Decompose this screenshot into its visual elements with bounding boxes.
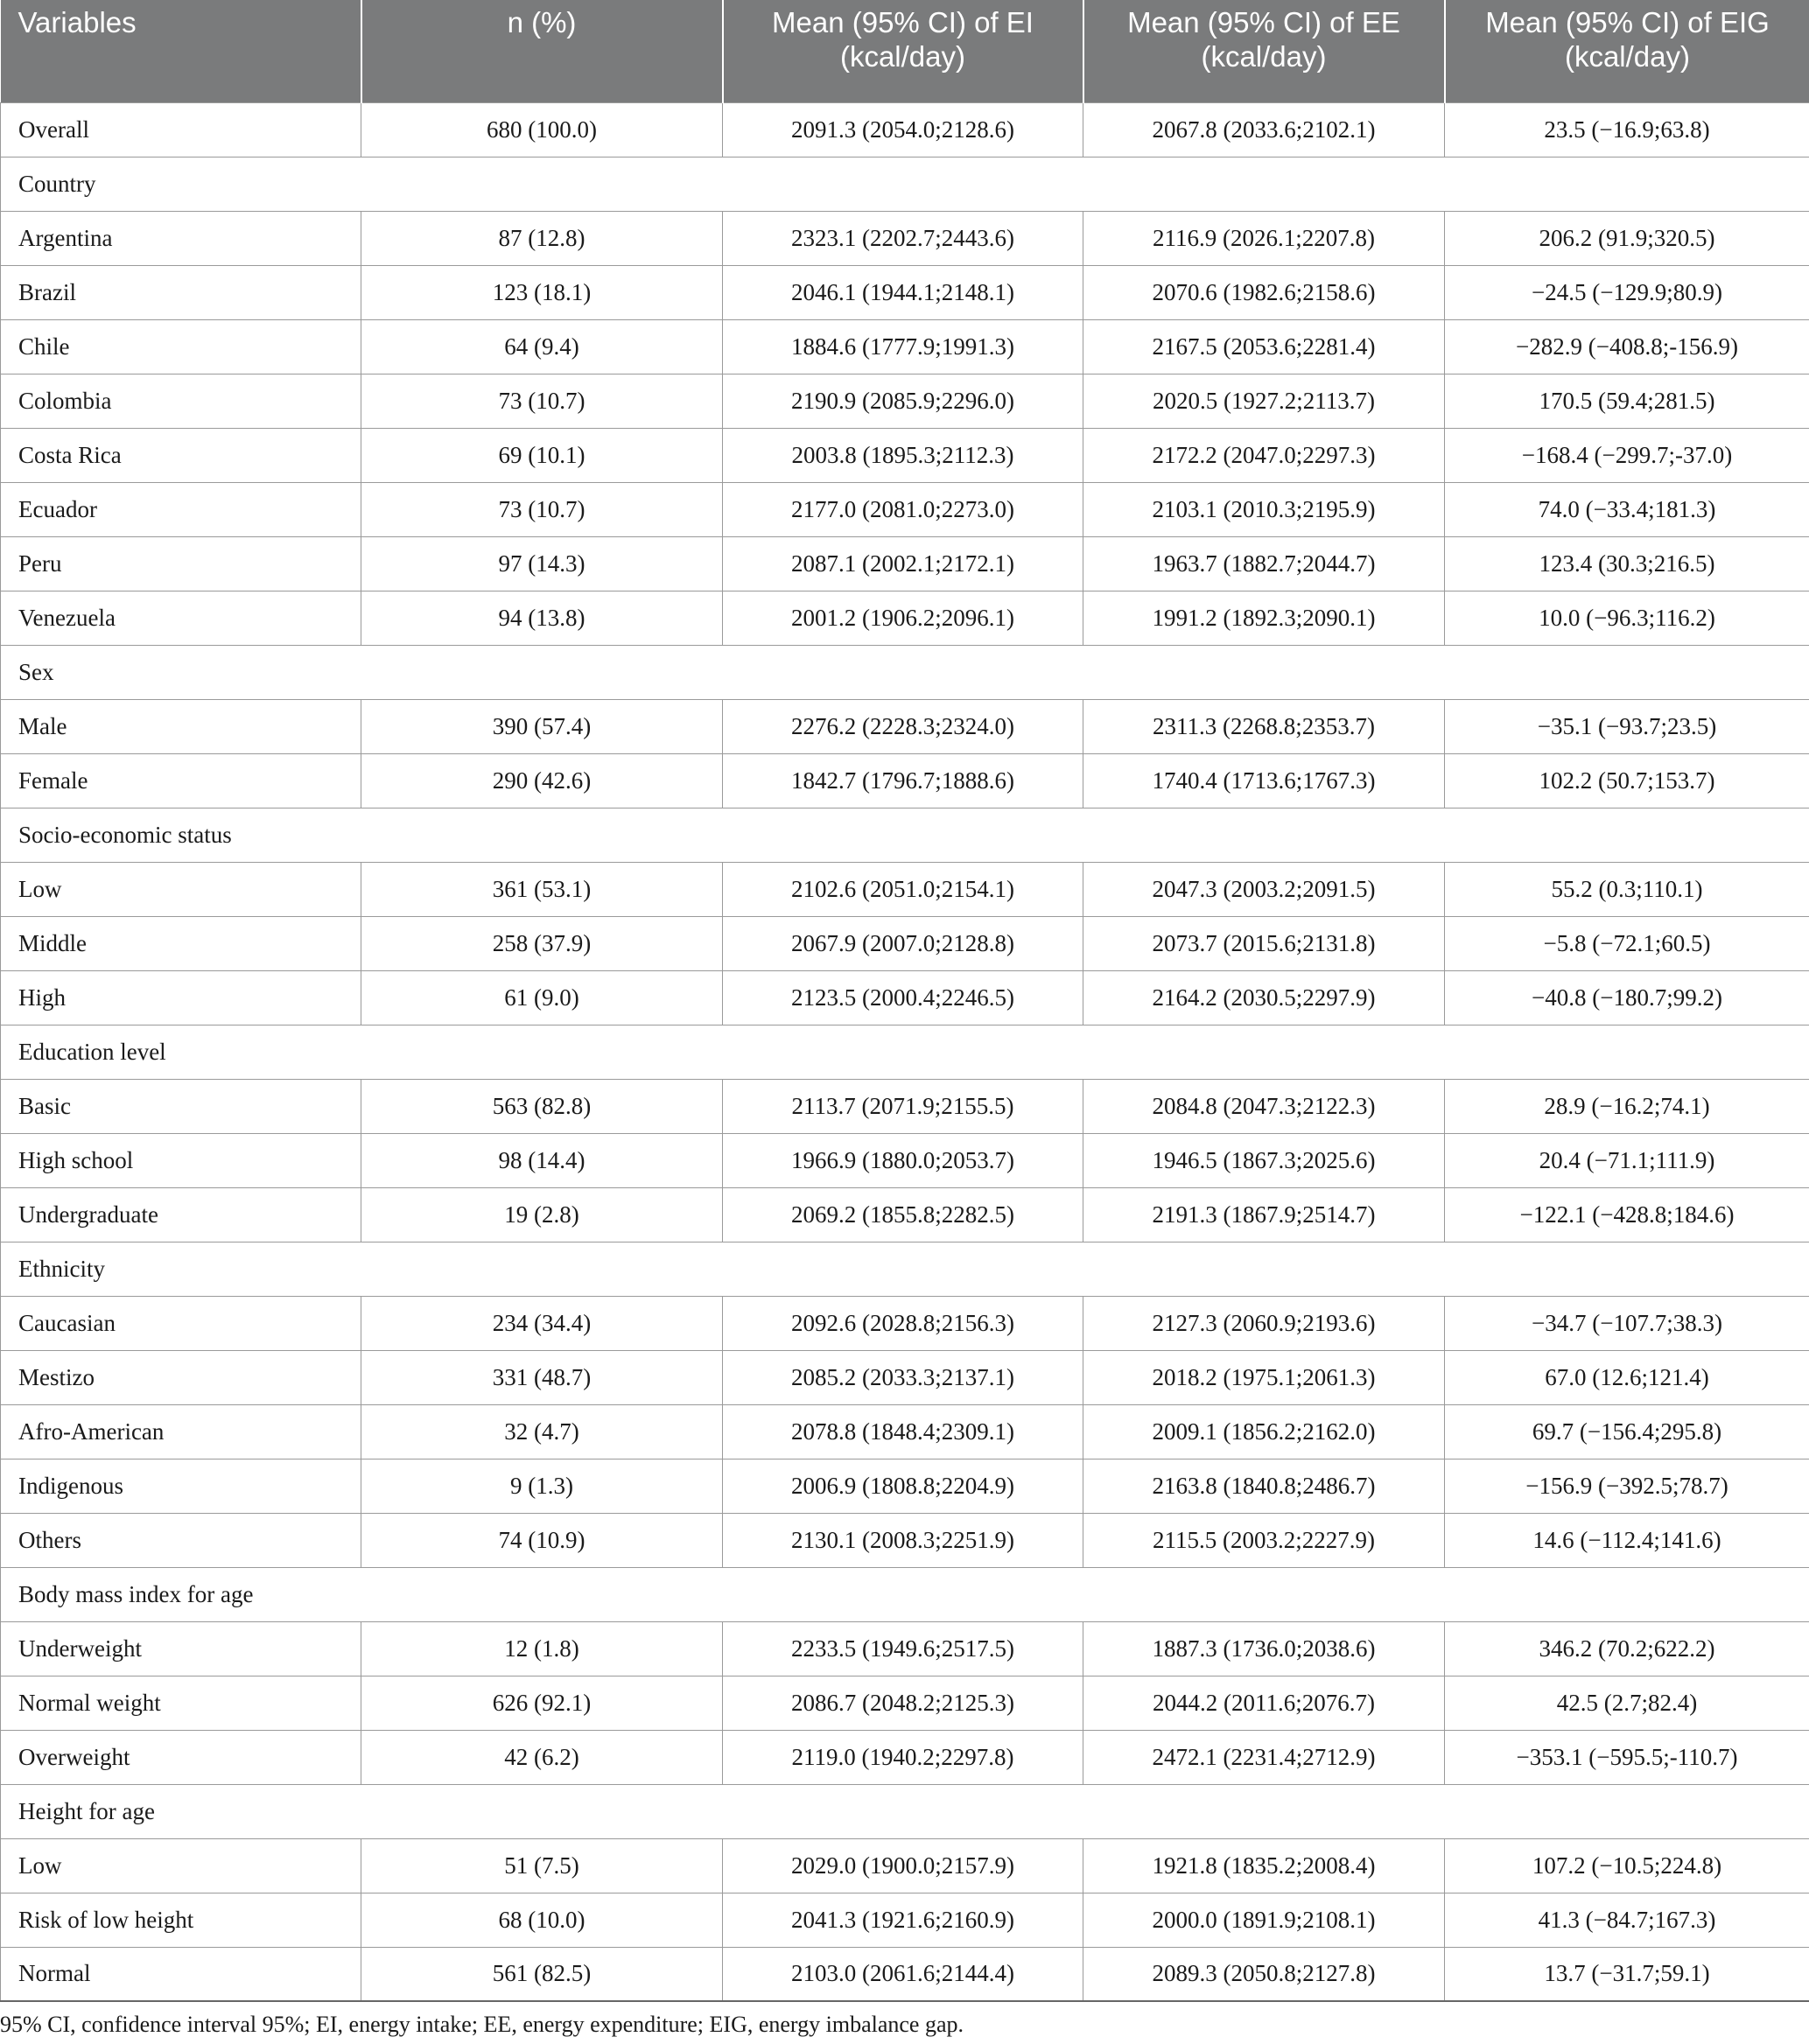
- n-percent-cell: 234 (34.4): [361, 1296, 723, 1350]
- table-row: [1, 428, 1809, 482]
- table-row: [1, 1079, 1809, 1133]
- ei-cell: 2190.9 (2085.9;2296.0): [723, 374, 1083, 428]
- n-percent-cell: 32 (4.7): [361, 1404, 723, 1459]
- n-percent-cell: 61 (9.0): [361, 970, 723, 1025]
- n-percent-cell: 64 (9.4): [361, 319, 723, 374]
- eig-cell: 14.6 (−112.4;141.6): [1445, 1513, 1809, 1567]
- ee-cell: 2167.5 (2053.6;2281.4): [1083, 319, 1445, 374]
- variable-cell: Mestizo: [1, 1350, 361, 1404]
- ei-cell: 1966.9 (1880.0;2053.7): [723, 1133, 1083, 1187]
- ei-cell: 2119.0 (1940.2;2297.8): [723, 1730, 1083, 1784]
- variable-cell: Overweight: [1, 1730, 361, 1784]
- ei-cell: 2103.0 (2061.6;2144.4): [723, 1947, 1083, 2001]
- table-header: [1, 0, 1809, 102]
- ee-cell: 2020.5 (1927.2;2113.7): [1083, 374, 1445, 428]
- table-row: [1, 1296, 1809, 1350]
- eig-cell: 107.2 (−10.5;224.8): [1445, 1838, 1809, 1893]
- table-row: [1, 319, 1809, 374]
- variable-cell: Ecuador: [1, 482, 361, 536]
- variable-cell: Low: [1, 1838, 361, 1893]
- ee-cell: 2191.3 (1867.9;2514.7): [1083, 1187, 1445, 1242]
- table-row: [1, 1676, 1809, 1730]
- ee-cell: 2127.3 (2060.9;2193.6): [1083, 1296, 1445, 1350]
- ee-cell: 2116.9 (2026.1;2207.8): [1083, 211, 1445, 265]
- ee-cell: 2047.3 (2003.2;2091.5): [1083, 862, 1445, 916]
- n-percent-cell: 626 (92.1): [361, 1676, 723, 1730]
- table-row: [1, 1404, 1809, 1459]
- n-percent-cell: 69 (10.1): [361, 428, 723, 482]
- n-percent-cell: 258 (37.9): [361, 916, 723, 970]
- table-row: [1, 1730, 1809, 1784]
- table-row: [1, 916, 1809, 970]
- ee-cell: 1887.3 (1736.0;2038.6): [1083, 1621, 1445, 1676]
- n-percent-cell: 51 (7.5): [361, 1838, 723, 1893]
- eig-cell: 10.0 (−96.3;116.2): [1445, 591, 1809, 645]
- table-row: [1, 482, 1809, 536]
- ee-cell: 1946.5 (1867.3;2025.6): [1083, 1133, 1445, 1187]
- section-label: Ethnicity: [1, 1242, 1809, 1296]
- ee-cell: 2070.6 (1982.6;2158.6): [1083, 265, 1445, 319]
- eig-cell: −35.1 (−93.7;23.5): [1445, 699, 1809, 753]
- ee-cell: 2089.3 (2050.8;2127.8): [1083, 1947, 1445, 2001]
- eig-cell: −156.9 (−392.5;78.7): [1445, 1459, 1809, 1513]
- variable-cell: Argentina: [1, 211, 361, 265]
- ei-cell: 2113.7 (2071.9;2155.5): [723, 1079, 1083, 1133]
- variable-cell: Middle: [1, 916, 361, 970]
- variable-cell: Peru: [1, 536, 361, 591]
- ei-cell: 1884.6 (1777.9;1991.3): [723, 319, 1083, 374]
- table-row: [1, 862, 1809, 916]
- table-row: [1, 1621, 1809, 1676]
- eig-cell: 206.2 (91.9;320.5): [1445, 211, 1809, 265]
- variable-cell: Underweight: [1, 1621, 361, 1676]
- ei-cell: 1842.7 (1796.7;1888.6): [723, 753, 1083, 808]
- section-row: [1, 1242, 1809, 1296]
- n-percent-cell: 94 (13.8): [361, 591, 723, 645]
- variable-cell: Caucasian: [1, 1296, 361, 1350]
- ei-cell: 2102.6 (2051.0;2154.1): [723, 862, 1083, 916]
- n-percent-cell: 361 (53.1): [361, 862, 723, 916]
- table-row: [1, 1947, 1809, 2001]
- ee-cell: 2044.2 (2011.6;2076.7): [1083, 1676, 1445, 1730]
- variable-cell: Indigenous: [1, 1459, 361, 1513]
- variable-cell: High school: [1, 1133, 361, 1187]
- n-percent-cell: 68 (10.0): [361, 1893, 723, 1947]
- table-row: [1, 265, 1809, 319]
- ei-cell: 2078.8 (1848.4;2309.1): [723, 1404, 1083, 1459]
- table-row: [1, 1459, 1809, 1513]
- variable-cell: Colombia: [1, 374, 361, 428]
- ee-cell: 2311.3 (2268.8;2353.7): [1083, 699, 1445, 753]
- variable-cell: Male: [1, 699, 361, 753]
- section-row: [1, 645, 1809, 699]
- ee-cell: 2103.1 (2010.3;2195.9): [1083, 482, 1445, 536]
- n-percent-cell: 331 (48.7): [361, 1350, 723, 1404]
- ei-cell: 2092.6 (2028.8;2156.3): [723, 1296, 1083, 1350]
- header-n-percent: n (%): [361, 0, 723, 102]
- variable-cell: Basic: [1, 1079, 361, 1133]
- table-row: [1, 1133, 1809, 1187]
- section-row: [1, 1025, 1809, 1079]
- variable-cell: Costa Rica: [1, 428, 361, 482]
- eig-cell: 55.2 (0.3;110.1): [1445, 862, 1809, 916]
- eig-cell: −5.8 (−72.1;60.5): [1445, 916, 1809, 970]
- n-percent-cell: 123 (18.1): [361, 265, 723, 319]
- ei-cell: 2091.3 (2054.0;2128.6): [723, 102, 1083, 157]
- section-label: Education level: [1, 1025, 1809, 1079]
- n-percent-cell: 390 (57.4): [361, 699, 723, 753]
- ei-cell: 2067.9 (2007.0;2128.8): [723, 916, 1083, 970]
- ei-cell: 2086.7 (2048.2;2125.3): [723, 1676, 1083, 1730]
- ee-cell: 2067.8 (2033.6;2102.1): [1083, 102, 1445, 157]
- table-row: [1, 1187, 1809, 1242]
- n-percent-cell: 98 (14.4): [361, 1133, 723, 1187]
- eig-cell: −122.1 (−428.8;184.6): [1445, 1187, 1809, 1242]
- header-ei: Mean (95% CI) of EI (kcal/day): [723, 0, 1083, 102]
- section-label: Height for age: [1, 1784, 1809, 1838]
- n-percent-cell: 73 (10.7): [361, 482, 723, 536]
- section-label: Sex: [1, 645, 1809, 699]
- variable-cell: Normal: [1, 1947, 361, 2001]
- n-percent-cell: 42 (6.2): [361, 1730, 723, 1784]
- ee-cell: 1921.8 (1835.2;2008.4): [1083, 1838, 1445, 1893]
- table-row: [1, 1838, 1809, 1893]
- table-row: [1, 1513, 1809, 1567]
- header-ee: Mean (95% CI) of EE (kcal/day): [1083, 0, 1445, 102]
- section-row: [1, 1784, 1809, 1838]
- variable-cell: Others: [1, 1513, 361, 1567]
- eig-cell: 69.7 (−156.4;295.8): [1445, 1404, 1809, 1459]
- ee-cell: 2172.2 (2047.0;2297.3): [1083, 428, 1445, 482]
- section-label: Country: [1, 157, 1809, 211]
- section-row: [1, 808, 1809, 862]
- n-percent-cell: 74 (10.9): [361, 1513, 723, 1567]
- ei-cell: 2123.5 (2000.4;2246.5): [723, 970, 1083, 1025]
- ee-cell: 1740.4 (1713.6;1767.3): [1083, 753, 1445, 808]
- ee-cell: 2163.8 (1840.8;2486.7): [1083, 1459, 1445, 1513]
- ei-cell: 2130.1 (2008.3;2251.9): [723, 1513, 1083, 1567]
- n-percent-cell: 87 (12.8): [361, 211, 723, 265]
- variable-cell: High: [1, 970, 361, 1025]
- ei-cell: 2069.2 (1855.8;2282.5): [723, 1187, 1083, 1242]
- eig-cell: 123.4 (30.3;216.5): [1445, 536, 1809, 591]
- variable-cell: Overall: [1, 102, 361, 157]
- eig-cell: 20.4 (−71.1;111.9): [1445, 1133, 1809, 1187]
- variable-cell: Normal weight: [1, 1676, 361, 1730]
- ee-cell: 2115.5 (2003.2;2227.9): [1083, 1513, 1445, 1567]
- variable-cell: Brazil: [1, 265, 361, 319]
- ei-cell: 2085.2 (2033.3;2137.1): [723, 1350, 1083, 1404]
- table-row: [1, 591, 1809, 645]
- table-row: [1, 970, 1809, 1025]
- header-row: [1, 0, 1809, 102]
- section-label: Socio-economic status: [1, 808, 1809, 862]
- variable-cell: Undergraduate: [1, 1187, 361, 1242]
- variable-cell: Venezuela: [1, 591, 361, 645]
- eig-cell: 23.5 (−16.9;63.8): [1445, 102, 1809, 157]
- n-percent-cell: 563 (82.8): [361, 1079, 723, 1133]
- table-footnote: 95% CI, confidence interval 95%; EI, energy intake; EE, energy expenditure; EIG, energy imbalance gap.: [0, 2012, 964, 2037]
- ee-cell: 2000.0 (1891.9;2108.1): [1083, 1893, 1445, 1947]
- ee-cell: 2164.2 (2030.5;2297.9): [1083, 970, 1445, 1025]
- variable-cell: Chile: [1, 319, 361, 374]
- ei-cell: 2003.8 (1895.3;2112.3): [723, 428, 1083, 482]
- eig-cell: 41.3 (−84.7;167.3): [1445, 1893, 1809, 1947]
- table-row: [1, 536, 1809, 591]
- eig-cell: 67.0 (12.6;121.4): [1445, 1350, 1809, 1404]
- header-eig: Mean (95% CI) of EIG (kcal/day): [1445, 0, 1809, 102]
- ei-cell: 2001.2 (1906.2;2096.1): [723, 591, 1083, 645]
- ei-cell: 2233.5 (1949.6;2517.5): [723, 1621, 1083, 1676]
- ei-cell: 2029.0 (1900.0;2157.9): [723, 1838, 1083, 1893]
- ee-cell: 2009.1 (1856.2;2162.0): [1083, 1404, 1445, 1459]
- table-row: [1, 753, 1809, 808]
- n-percent-cell: 680 (100.0): [361, 102, 723, 157]
- ee-cell: 2084.8 (2047.3;2122.3): [1083, 1079, 1445, 1133]
- eig-cell: 170.5 (59.4;281.5): [1445, 374, 1809, 428]
- n-percent-cell: 73 (10.7): [361, 374, 723, 428]
- n-percent-cell: 9 (1.3): [361, 1459, 723, 1513]
- n-percent-cell: 12 (1.8): [361, 1621, 723, 1676]
- ei-cell: 2046.1 (1944.1;2148.1): [723, 265, 1083, 319]
- ee-cell: 2018.2 (1975.1;2061.3): [1083, 1350, 1445, 1404]
- table-row: [1, 211, 1809, 265]
- section-label: Body mass index for age: [1, 1567, 1809, 1621]
- n-percent-cell: 97 (14.3): [361, 536, 723, 591]
- table-row: [1, 1893, 1809, 1947]
- ee-cell: 2472.1 (2231.4;2712.9): [1083, 1730, 1445, 1784]
- ei-cell: 2323.1 (2202.7;2443.6): [723, 211, 1083, 265]
- ei-cell: 2276.2 (2228.3;2324.0): [723, 699, 1083, 753]
- ei-cell: 2041.3 (1921.6;2160.9): [723, 1893, 1083, 1947]
- ee-cell: 1991.2 (1892.3;2090.1): [1083, 591, 1445, 645]
- table-row: [1, 102, 1809, 157]
- eig-cell: 346.2 (70.2;622.2): [1445, 1621, 1809, 1676]
- variable-cell: Female: [1, 753, 361, 808]
- table-row: [1, 1350, 1809, 1404]
- eig-cell: −40.8 (−180.7;99.2): [1445, 970, 1809, 1025]
- n-percent-cell: 290 (42.6): [361, 753, 723, 808]
- header-variables: Variables: [1, 0, 361, 102]
- eig-cell: 28.9 (−16.2;74.1): [1445, 1079, 1809, 1133]
- table-row: [1, 699, 1809, 753]
- ee-cell: 1963.7 (1882.7;2044.7): [1083, 536, 1445, 591]
- eig-cell: −282.9 (−408.8;-156.9): [1445, 319, 1809, 374]
- eig-cell: 42.5 (2.7;82.4): [1445, 1676, 1809, 1730]
- eig-cell: −168.4 (−299.7;-37.0): [1445, 428, 1809, 482]
- eig-cell: −353.1 (−595.5;-110.7): [1445, 1730, 1809, 1784]
- n-percent-cell: 561 (82.5): [361, 1947, 723, 2001]
- variable-cell: Risk of low height: [1, 1893, 361, 1947]
- ee-cell: 2073.7 (2015.6;2131.8): [1083, 916, 1445, 970]
- table-row: [1, 374, 1809, 428]
- eig-cell: 13.7 (−31.7;59.1): [1445, 1947, 1809, 2001]
- section-row: [1, 157, 1809, 211]
- n-percent-cell: 19 (2.8): [361, 1187, 723, 1242]
- ei-cell: 2087.1 (2002.1;2172.1): [723, 536, 1083, 591]
- ei-cell: 2006.9 (1808.8;2204.9): [723, 1459, 1083, 1513]
- eig-cell: 74.0 (−33.4;181.3): [1445, 482, 1809, 536]
- eig-cell: −34.7 (−107.7;38.3): [1445, 1296, 1809, 1350]
- variable-cell: Afro-American: [1, 1404, 361, 1459]
- eig-cell: −24.5 (−129.9;80.9): [1445, 265, 1809, 319]
- table-body: [1, 102, 1809, 2001]
- section-row: [1, 1567, 1809, 1621]
- eig-cell: 102.2 (50.7;153.7): [1445, 753, 1809, 808]
- variable-cell: Low: [1, 862, 361, 916]
- ei-cell: 2177.0 (2081.0;2273.0): [723, 482, 1083, 536]
